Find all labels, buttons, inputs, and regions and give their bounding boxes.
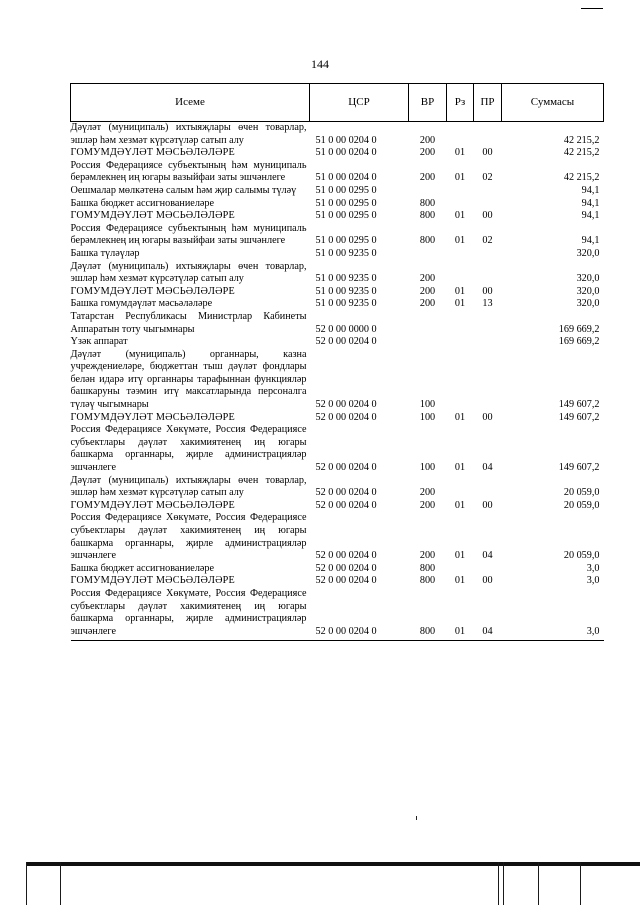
cell-vr: 800 xyxy=(419,235,436,247)
cell-sum: 94,1 xyxy=(581,184,600,196)
cell-vr: 800 xyxy=(419,575,436,587)
table-row xyxy=(71,286,604,299)
cell-sum: 3,0 xyxy=(586,575,600,587)
table-row xyxy=(71,563,604,576)
cell-rz xyxy=(447,248,474,261)
cell-vr: 200 xyxy=(419,487,436,499)
cell-sum: 42 215,2 xyxy=(563,172,600,184)
cell-csr: 52 0 00 0204 0 xyxy=(315,575,377,587)
cell-vr: 200 xyxy=(419,298,436,310)
cell-pr: 04 xyxy=(482,462,493,474)
cell-sum: 320,0 xyxy=(576,273,600,285)
cell-sum: 20 059,0 xyxy=(563,550,600,562)
cell-pr xyxy=(474,185,502,198)
table-row xyxy=(71,412,604,425)
cell-csr: 51 0 00 0204 0 xyxy=(315,134,377,146)
cell-csr: 51 0 00 9235 0 xyxy=(315,285,377,297)
table-row xyxy=(71,500,604,513)
table-row xyxy=(71,198,604,211)
cell-name: Россия Федерациясе субъектының һәм муниципаль берәмлекнең иң югары вазыйфаи заты эшчәнлеге xyxy=(70,222,307,247)
table-row xyxy=(71,424,604,474)
cell-rz: 01 xyxy=(454,499,466,511)
budget-table xyxy=(70,83,604,641)
cell-name: Дәүләт (муниципаль) ихтыяҗлары өчен товарлар, эшләр һәм хезмәт күрсәтүләр сатып алу xyxy=(70,474,307,499)
cell-pr: 00 xyxy=(482,499,493,511)
table-row xyxy=(71,147,604,160)
cell-vr xyxy=(409,336,447,349)
cell-vr: 200 xyxy=(419,499,436,511)
cell-sum: 149 607,2 xyxy=(558,411,600,423)
cell-pr xyxy=(474,336,502,349)
scan-mark xyxy=(416,816,417,820)
table-row xyxy=(71,475,604,500)
table-row xyxy=(71,122,604,148)
cell-vr: 100 xyxy=(419,411,436,423)
cell-pr: 02 xyxy=(482,172,493,184)
cell-vr: 100 xyxy=(419,399,436,411)
cell-csr: 51 0 00 0295 0 xyxy=(315,197,377,209)
cell-sum: 169 669,2 xyxy=(558,336,600,348)
cell-rz xyxy=(447,475,474,500)
cell-name: Россия Федерациясе Хөкүмәте, Россия Федерациясе субъектлары дәүләт хакимиятенең иң югары башкарма органнары, җирле администрацияләр эшчәнлеге xyxy=(70,424,307,474)
header-vr: ВР xyxy=(409,84,447,122)
cell-pr: 04 xyxy=(482,550,493,562)
cell-vr: 800 xyxy=(419,197,436,209)
cell-name: ГОМУМДӘҮЛӘТ МӘСЬӘЛӘЛӘРЕ xyxy=(70,285,235,297)
cell-vr: 200 xyxy=(419,172,436,184)
cell-sum: 20 059,0 xyxy=(563,487,600,499)
cell-pr: 02 xyxy=(482,235,493,247)
cell-rz: 01 xyxy=(454,210,466,222)
cell-rz: 01 xyxy=(454,575,466,587)
cell-sum: 42 215,2 xyxy=(563,134,600,146)
cell-name: Дәүләт (муниципаль) ихтыяҗлары өчен товарлар, эшләр һәм хезмәт күрсәтүләр сатып алу xyxy=(70,260,307,285)
cell-vr xyxy=(409,185,447,198)
cell-rz xyxy=(447,261,474,286)
table-body xyxy=(71,122,604,641)
cell-vr: 800 xyxy=(419,210,436,222)
cell-vr xyxy=(409,311,447,336)
cell-vr xyxy=(409,248,447,261)
cell-pr xyxy=(474,311,502,336)
cell-rz xyxy=(447,311,474,336)
cell-rz: 01 xyxy=(454,147,466,159)
cell-rz xyxy=(447,122,474,148)
cell-name: Оешмалар мөлкәтенә салым һәм җир салымы түләү xyxy=(70,184,297,196)
cell-rz: 01 xyxy=(454,411,466,423)
table-row xyxy=(71,210,604,223)
cell-sum: 3,0 xyxy=(586,562,600,574)
cell-csr: 52 0 00 0204 0 xyxy=(315,336,377,348)
cell-name: Россия Федерациясе Хөкүмәте, Россия Федерациясе субъектлары дәүләт хакимиятенең иң югары башкарма органнары, җирле администрацияләр эшчәнлеге xyxy=(70,512,307,562)
cell-rz xyxy=(447,349,474,412)
cell-name: ГОМУМДӘҮЛӘТ МӘСЬӘЛӘЛӘРЕ xyxy=(70,411,235,423)
cell-name: Дәүләт (муниципаль) ихтыяҗлары өчен товарлар, эшләр һәм хезмәт күрсәтүләр сатып алу xyxy=(70,122,307,146)
cell-pr xyxy=(474,198,502,211)
cell-sum: 169 669,2 xyxy=(558,323,600,335)
cell-name: Башка түләүләр xyxy=(70,247,140,259)
cell-name: ГОМУМДӘҮЛӘТ МӘСЬӘЛӘЛӘРЕ xyxy=(70,575,235,587)
cell-rz: 01 xyxy=(454,298,466,310)
cell-rz xyxy=(447,185,474,198)
cell-sum: 3,0 xyxy=(502,588,604,641)
table-header-row xyxy=(71,84,604,122)
header-rz: Рз xyxy=(447,84,474,122)
cell-csr: 51 0 00 9235 0 xyxy=(315,247,377,259)
cell-rz: 01 xyxy=(447,588,474,641)
cell-sum: 94,1 xyxy=(581,197,600,209)
cell-sum: 20 059,0 xyxy=(563,499,600,511)
cell-vr: 200 xyxy=(419,147,436,159)
header-name: Исеме xyxy=(71,84,310,122)
cell-sum: 94,1 xyxy=(581,210,600,222)
scan-bottom-edge xyxy=(0,862,640,905)
page-number: 144 xyxy=(311,57,329,71)
table-row xyxy=(71,261,604,286)
cell-csr: 51 0 00 0295 0 xyxy=(315,184,377,196)
cell-csr: 52 0 00 0204 0 xyxy=(315,562,377,574)
cell-rz: 01 xyxy=(454,172,466,184)
cell-pr: 00 xyxy=(482,210,493,222)
cell-csr: 52 0 00 0000 0 xyxy=(315,323,377,335)
cell-csr: 52 0 00 0204 0 xyxy=(315,499,377,511)
cell-vr: 200 xyxy=(419,285,436,297)
cell-name: ГОМУМДӘҮЛӘТ МӘСЬӘЛӘЛӘРЕ xyxy=(70,499,235,511)
cell-vr: 200 xyxy=(419,273,436,285)
cell-pr: 00 xyxy=(482,147,493,159)
cell-pr xyxy=(474,563,502,576)
cell-csr: 51 0 00 0295 0 xyxy=(315,210,377,222)
cell-vr: 100 xyxy=(419,462,436,474)
cell-rz: 01 xyxy=(454,235,466,247)
cell-pr xyxy=(474,349,502,412)
header-pr: ПР xyxy=(474,84,502,122)
cell-name: Үзәк аппарат xyxy=(70,336,128,348)
cell-pr: 04 xyxy=(474,588,502,641)
cell-name: Башка гомумдәүләт мәсьәләләре xyxy=(70,298,213,310)
cell-pr: 13 xyxy=(482,298,493,310)
cell-csr: 52 0 00 0204 0 xyxy=(315,550,377,562)
cell-csr: 51 0 00 9235 0 xyxy=(315,298,377,310)
cell-rz xyxy=(447,198,474,211)
table-row xyxy=(71,311,604,336)
cell-name: Дәүләт (муниципаль) органнары, казна учреждениеләре, бюджеттан тыш дәүләт фондлары белән идарә итү органнары тарафыннан функцияләр башкаруны тәэмин итү максатларында персоналга түләү чыгымнары xyxy=(70,348,307,411)
cell-sum: 42 215,2 xyxy=(563,147,600,159)
cell-name: Россия Федерациясе Хөкүмәте, Россия Федерациясе субъектлары дәүләт хакимиятенең иң югары башкарма органнары, җирле администрацияләр эшчәнлеге xyxy=(71,588,310,641)
cell-pr: 00 xyxy=(482,285,493,297)
cell-csr: 52 0 00 0204 0 xyxy=(315,487,377,499)
cell-csr: 52 0 00 0204 0 xyxy=(310,588,409,641)
cell-rz xyxy=(447,563,474,576)
scan-mark xyxy=(581,8,603,9)
cell-sum: 320,0 xyxy=(576,298,600,310)
cell-sum: 149 607,2 xyxy=(558,399,600,411)
cell-rz: 01 xyxy=(454,285,466,297)
header-sum: Суммасы xyxy=(502,84,604,122)
cell-vr: 800 xyxy=(419,562,436,574)
cell-rz xyxy=(447,336,474,349)
table-row xyxy=(71,185,604,198)
table-row xyxy=(71,588,604,641)
table-row xyxy=(71,349,604,412)
cell-name: ГОМУМДӘҮЛӘТ МӘСЬӘЛӘЛӘРЕ xyxy=(70,147,235,159)
header-csr: ЦСР xyxy=(310,84,409,122)
cell-vr: 200 xyxy=(419,550,436,562)
cell-name: Башка бюджет ассигнованиеләре xyxy=(70,562,215,574)
table-row xyxy=(71,160,604,185)
cell-pr xyxy=(474,248,502,261)
cell-vr: 200 xyxy=(419,134,436,146)
cell-name: Татарстан Республикасы Министрлар Кабинеты Аппаратын тоту чыгымнары xyxy=(70,310,307,335)
cell-name: Россия Федерациясе субъектының һәм муниципаль берәмлекнең иң югары вазыйфаи заты эшчәнлеге xyxy=(70,159,307,184)
cell-pr xyxy=(474,122,502,148)
cell-rz: 01 xyxy=(454,462,466,474)
table-row xyxy=(71,223,604,248)
cell-csr: 51 0 00 0204 0 xyxy=(315,172,377,184)
table-row xyxy=(71,512,604,562)
cell-csr: 52 0 00 0204 0 xyxy=(315,462,377,474)
cell-pr xyxy=(474,475,502,500)
cell-vr: 800 xyxy=(409,588,447,641)
table-row xyxy=(71,575,604,588)
cell-pr: 00 xyxy=(482,411,493,423)
table-row xyxy=(71,248,604,261)
cell-sum: 149 607,2 xyxy=(558,462,600,474)
cell-name: Башка бюджет ассигнованиеләре xyxy=(70,197,215,209)
cell-csr: 51 0 00 9235 0 xyxy=(315,273,377,285)
cell-csr: 51 0 00 0295 0 xyxy=(315,235,377,247)
cell-sum: 320,0 xyxy=(576,285,600,297)
table-row xyxy=(71,298,604,311)
cell-pr xyxy=(474,261,502,286)
cell-csr: 52 0 00 0204 0 xyxy=(315,411,377,423)
cell-csr: 52 0 00 0204 0 xyxy=(315,399,377,411)
cell-sum: 94,1 xyxy=(581,235,600,247)
cell-csr: 51 0 00 0204 0 xyxy=(315,147,377,159)
cell-pr: 00 xyxy=(482,575,493,587)
table-row xyxy=(71,336,604,349)
cell-sum: 320,0 xyxy=(576,247,600,259)
cell-name: ГОМУМДӘҮЛӘТ МӘСЬӘЛӘЛӘРЕ xyxy=(70,210,235,222)
cell-rz: 01 xyxy=(454,550,466,562)
